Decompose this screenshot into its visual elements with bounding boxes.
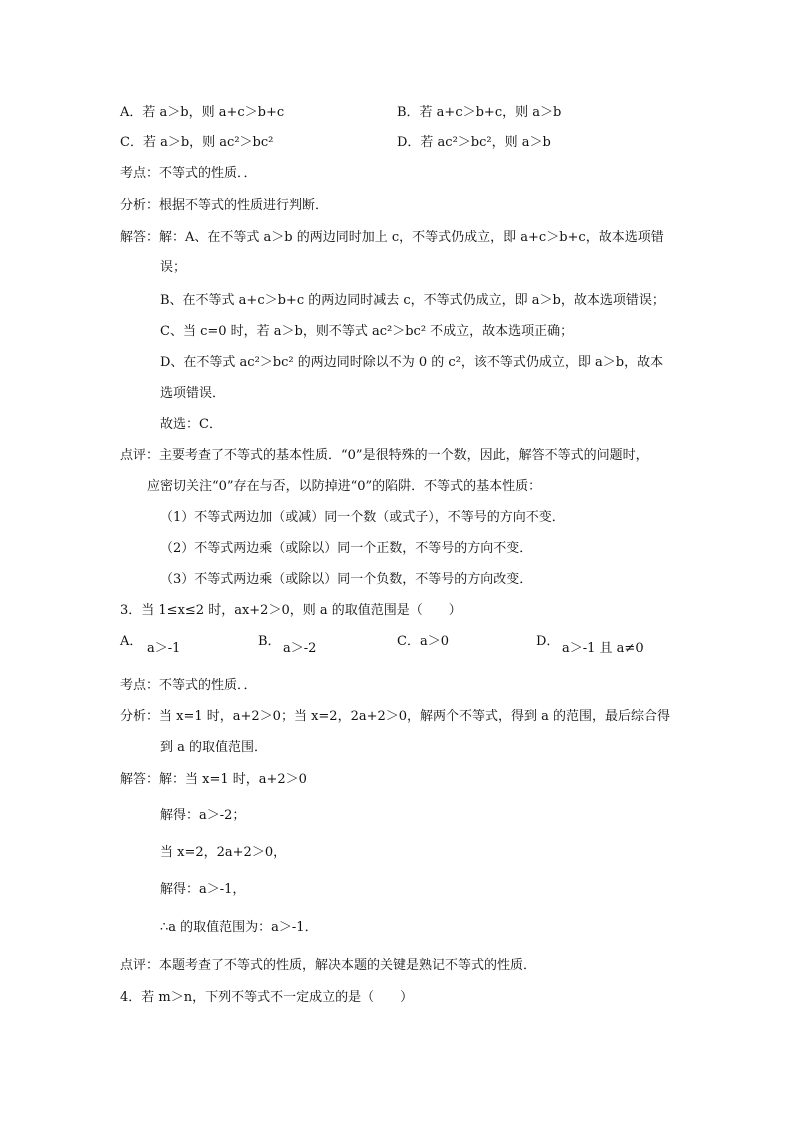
q4-question: 4．若 m＞n，下列不等式不一定成立的是（ ）	[120, 990, 414, 1005]
q2-property-3: （3）不等式两边乘（或除以）同一个负数，不等号的方向改变．	[160, 572, 533, 587]
q2-property-1: （1）不等式两边加（或减）同一个数（或式子），不等号的方向不变．	[160, 510, 565, 525]
q2-jieda-line: C、当 c=0 时，若 a＞b，则不等式 ac²＞bc² 不成立，故本选项正确；	[160, 324, 574, 339]
q2-property-2: （2）不等式两边乘（或除以）同一个正数，不等号的方向不变．	[160, 541, 533, 556]
q2-option-a: A．若 a＞b，则 a+c＞b+c	[120, 105, 285, 120]
q2-option-d: D．若 ac²＞bc²，则 a＞b	[397, 135, 551, 150]
q3-fenxi-line: 到 a 的取值范围．	[160, 740, 268, 755]
q2-dianping-line: 应密切关注“0”存在与否，以防掉进“0”的陷阱．不等式的基本性质：	[147, 479, 542, 494]
q3-option-b: a＞-2	[283, 641, 317, 656]
q3-jieda-line: 解得：a＞-2；	[160, 808, 246, 823]
q2-answer: 故选：C．	[160, 417, 222, 432]
q2-fenxi: 分析：根据不等式的性质进行判断．	[120, 198, 329, 213]
q3-option-b-letter: B．	[258, 634, 281, 649]
q2-option-c: C．若 a＞b，则 ac²＞bc²	[120, 135, 274, 150]
q2-dianping-line: 点评：主要考查了不等式的基本性质．“0”是很特殊的一个数，因此，解答不等式的问题时，	[120, 448, 649, 463]
q3-kaodian: 考点：不等式的性质．．	[120, 678, 257, 693]
q3-dianping: 点评：本题考查了不等式的性质，解决本题的关键是熟记不等式的性质．	[120, 958, 537, 973]
q3-option-c: a＞0	[420, 634, 450, 649]
q3-option-d: a＞-1 且 a≠0	[562, 641, 644, 656]
q3-option-d-letter: D．	[536, 634, 560, 649]
q3-conclusion: ∴a 的取值范围为：a＞-1．	[160, 920, 318, 935]
q2-jieda-line: B、在不等式 a+c＞b+c 的两边同时减去 c，不等式仍成立，即 a＞b，故本选项错误；	[160, 293, 665, 308]
q3-option-a-letter: A．	[120, 634, 143, 649]
q2-jieda-line: 解答：解：A、在不等式 a＞b 的两边同时加上 c，不等式仍成立，即 a+c＞b+c，故本选项错	[120, 230, 664, 245]
q3-fenxi-line: 分析：当 x=1 时，a+2＞0；当 x=2，2a+2＞0，解两个不等式，得到 a 的范围，最后综合得	[120, 709, 671, 724]
q3-jieda-line: 当 x=2，2a+2＞0，	[160, 845, 287, 860]
q3-jieda-line: 解得：a＞-1，	[160, 882, 246, 897]
q3-jieda-line: 解答：解：当 x=1 时，a+2＞0	[120, 772, 307, 787]
q3-option-a: a＞-1	[147, 641, 181, 656]
q2-jieda-line: 选项错误．	[160, 386, 226, 401]
q2-kaodian: 考点：不等式的性质．．	[120, 166, 257, 181]
q2-option-b: B．若 a+c＞b+c，则 a＞b	[397, 105, 562, 120]
q2-jieda-line: D、在不等式 ac²＞bc² 的两边同时除以不为 0 的 c²，该不等式仍成立，即 a＞b，故本	[160, 355, 664, 370]
q3-option-c-letter: C．	[397, 634, 420, 649]
q2-jieda-line: 误；	[160, 260, 187, 275]
q3-question: 3．当 1≤x≤2 时，ax+2＞0，则 a 的取值范围是（ ）	[120, 603, 462, 618]
